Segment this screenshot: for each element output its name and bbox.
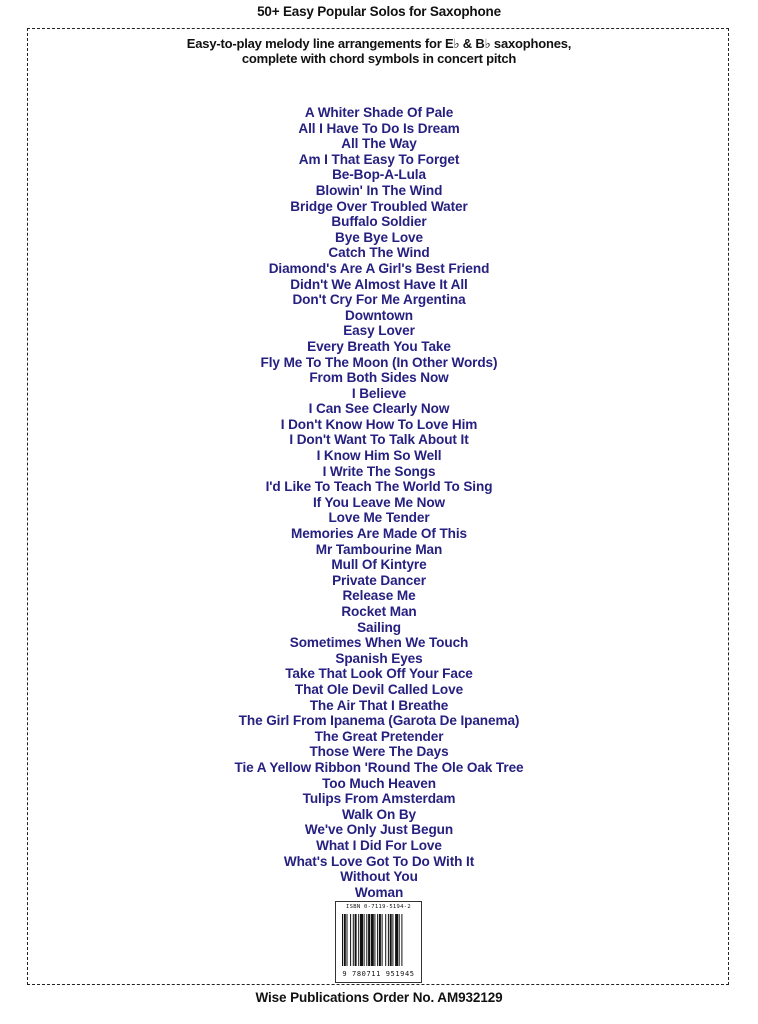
- book-title: 50+ Easy Popular Solos for Saxophone: [257, 4, 501, 19]
- song-title: Easy Lover: [343, 323, 415, 339]
- song-title: Mull Of Kintyre: [331, 557, 427, 573]
- publisher-footer: Wise Publications Order No. AM932129: [255, 990, 503, 1005]
- song-title: Every Breath You Take: [307, 338, 451, 354]
- song-title: Downtown: [345, 307, 413, 323]
- barcode-number: 9 780711 951945: [342, 970, 415, 978]
- song-title: Rocket Man: [341, 604, 417, 619]
- song-title: The Air That I Breathe: [309, 697, 449, 713]
- isbn-text: ISBN 0-7119-5194-2: [345, 904, 411, 910]
- song-list: [0, 105, 758, 900]
- song-title: Didn't We Almost Have It All: [290, 276, 468, 292]
- song-title: Too Much Heaven: [322, 775, 436, 791]
- song-title: Private Dancer: [332, 572, 426, 588]
- song-title: Sometimes When We Touch: [289, 635, 469, 651]
- song-title: All The Way: [341, 136, 417, 152]
- song-title: Diamond's Are A Girl's Best Friend: [268, 260, 490, 276]
- barcode-bars: [342, 914, 416, 966]
- subtitle-line-1: Easy-to-play melody line arrangements for E♭ & B♭ saxophones,: [186, 36, 572, 51]
- song-title: Buffalo Soldier: [331, 214, 427, 230]
- song-title: If You Leave Me Now: [312, 494, 446, 510]
- song-title: What's Love Got To Do With It: [283, 853, 475, 869]
- song-title: Don't Cry For Me Argentina: [292, 292, 466, 308]
- song-title: A Whiter Shade Of Pale: [304, 105, 454, 120]
- song-title: That Ole Devil Called Love: [294, 681, 464, 697]
- song-title: Spanish Eyes: [335, 650, 423, 666]
- song-title: Love Me Tender: [328, 510, 430, 526]
- song-title: Blowin' In The Wind: [315, 182, 443, 198]
- song-title: I'd Like To Teach The World To Sing: [265, 479, 493, 495]
- song-title: Memories Are Made Of This: [290, 526, 468, 542]
- song-title: I Know Him So Well: [316, 448, 442, 464]
- song-title: Bridge Over Troubled Water: [290, 198, 468, 214]
- song-title: I Write The Songs: [322, 463, 436, 479]
- song-title: Woman: [354, 884, 404, 900]
- barcode: [335, 901, 422, 983]
- song-title: Tie A Yellow Ribbon 'Round The Ole Oak Tree: [234, 759, 524, 775]
- song-title: Release Me: [342, 588, 416, 604]
- song-title: Mr Tambourine Man: [315, 541, 443, 557]
- song-title: I Don't Want To Talk About It: [289, 432, 469, 448]
- song-title: Walk On By: [341, 806, 417, 822]
- song-title: The Great Pretender: [314, 728, 444, 744]
- song-title: We've Only Just Begun: [304, 822, 454, 838]
- song-title: Sailing: [357, 619, 401, 635]
- song-title: Take That Look Off Your Face: [285, 666, 473, 682]
- song-title: Be-Bop-A-Lula: [332, 167, 426, 183]
- song-title: Am I That Easy To Forget: [298, 151, 460, 167]
- song-title: Catch The Wind: [328, 245, 430, 261]
- song-title: From Both Sides Now: [309, 370, 449, 386]
- song-title: I Believe: [351, 385, 407, 401]
- song-title: Fly Me To The Moon (In Other Words): [260, 354, 498, 370]
- song-title: Tulips From Amsterdam: [302, 791, 456, 807]
- song-title: Those Were The Days: [309, 744, 449, 760]
- song-title: I Don't Know How To Love Him: [280, 416, 478, 432]
- song-title: Without You: [340, 869, 418, 885]
- subtitle: [0, 36, 758, 66]
- song-title: What I Did For Love: [316, 837, 442, 853]
- subtitle-line-2: complete with chord symbols in concert pitch: [241, 51, 517, 66]
- song-title: I Can See Clearly Now: [308, 401, 450, 417]
- song-title: Bye Bye Love: [335, 229, 423, 245]
- song-title: All I Have To Do Is Dream: [298, 120, 460, 136]
- song-title: The Girl From Ipanema (Garota De Ipanema): [238, 713, 520, 729]
